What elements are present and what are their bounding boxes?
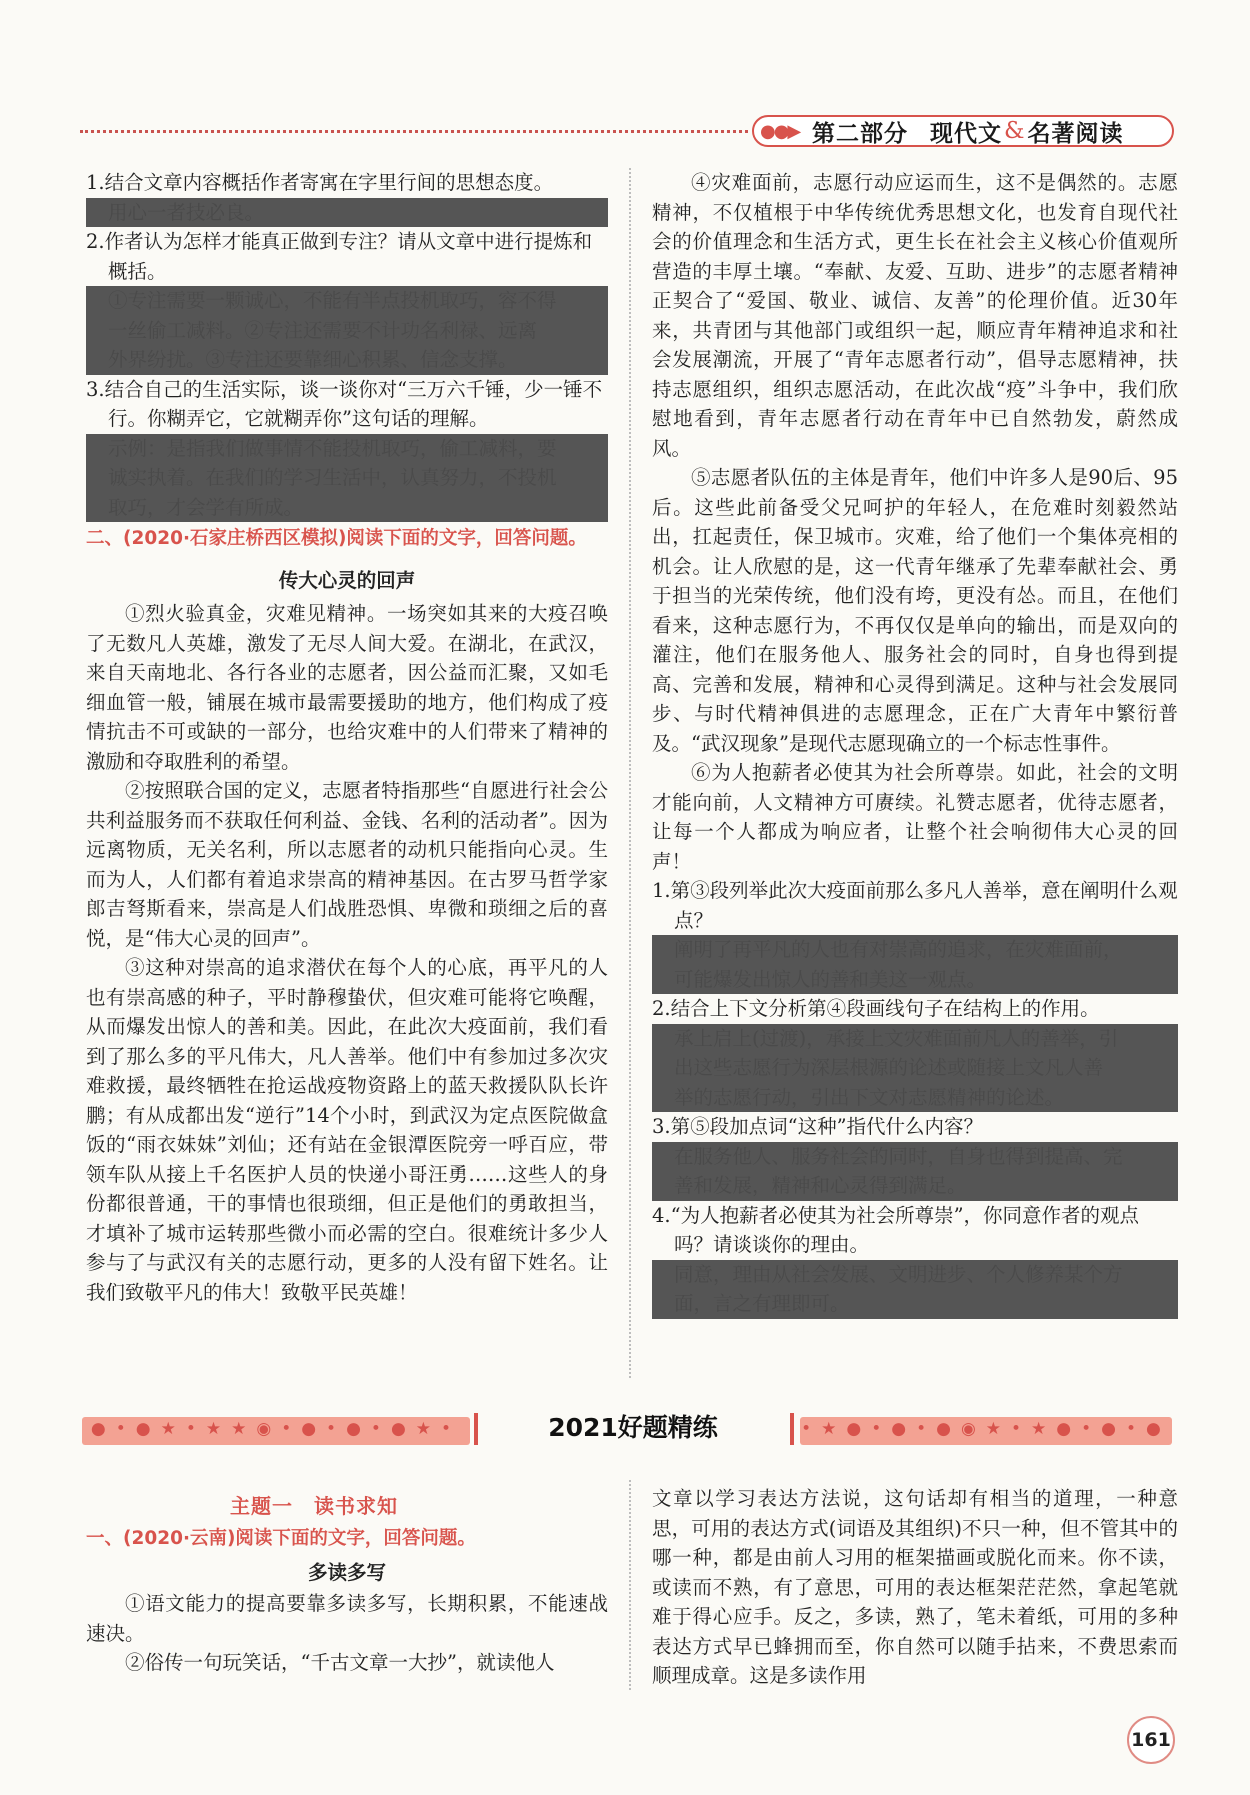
right-answer-1-line-2: 可能爆发出惊人的善和美这一观点。 [652, 965, 1178, 995]
paragraph-4: ④灾难面前，志愿行动应运而生，这不是偶然的。志愿精神，不仅植根于中华传统优秀思想文化，也发育自现代社会的价值理念和生活方式，更生长在社会主义核心价值观所营造的丰厚土壤。“奉献、友爱、互助、进步”的志愿者精神正契合了“爱国、敬业、诚信、友善”的伦理价值。近30年来，共青团与其他部门或组织一起，顺应青年精神追求和社会发展潮流，开展了“青年志愿者行动”，倡导志愿精神，扶持志愿组织，组织志愿活动，在此次战“疫”斗争中，我们欣慰地看到，青年志愿者行动在青年中已自然勃发，蔚然成风。 [652, 171, 1178, 460]
paragraph-2: ②按照联合国的定义，志愿者特指那些“自愿进行社会公共利益服务而不获取任何利益、金钱、名利的活动者”。因为远离物质，无关名利，所以志愿者的动机只能指向心灵。生而为人，人们都有着追求崇高的精神基因。在古罗马哲学家郎吉弩斯看来，崇高是人们战胜恐惧、卑微和琐细之后的喜悦，是“伟大心灵的回声”。 [86, 779, 608, 950]
question-3: 3.结合自己的生活实际，谈一谈你对“三万六千锤，少一锤不行。你糊弄它，它就糊弄你”这句话的理解。 [86, 377, 603, 430]
banner-left-decoration: ●•●★•★★◉•●•●•●★• [82, 1417, 470, 1445]
paragraph-6: ⑥为人抱薪者必使其为社会所尊崇。如此，社会的文明才能向前，人文精神方可赓续。礼赞志愿者，优待志愿者，让每一个人都成为响应者，让整个社会响彻伟大心灵的回声！ [652, 761, 1178, 873]
arrow-icon: ●●▶ [760, 121, 800, 142]
section-heading-2: 二、(2020·石家庄桥西区模拟)阅读下面的文字，回答问题。 [86, 528, 587, 549]
header-section-tag [752, 115, 1174, 147]
header-title-a: 现代文 [930, 120, 1002, 147]
column-divider-lower [629, 1480, 631, 1690]
banner-right-bar [790, 1413, 794, 1445]
right-question-2: 2.结合上下文分析第④段画线句子在结构上的作用。 [652, 997, 1100, 1020]
left-column [86, 168, 608, 1307]
paragraph-1: ①烈火验真金，灾难见精神。一场突如其来的大疫召唤了无数凡人英雄，激发了无尽人间大爱。在湖北，在武汉，来自天南地北、各行各业的志愿者，因公益而汇聚，又如毛细血管一般，铺展在城市最需要援助的地方，他们构成了疫情抗击不可或缺的一部分，也给灾难中的人们带来了精神的激励和夺取胜利的希望。 [86, 602, 608, 773]
lower-left-column [86, 1522, 608, 1678]
lower-right-column [652, 1484, 1178, 1691]
answer-2-line-1: ①专注需要一颗诚心，不能有半点投机取巧，容不得 [86, 286, 608, 316]
right-answer-2-line-3: 举的志愿行动，引出下文对志愿精神的论述。 [652, 1083, 1178, 1113]
lower-paragraph-1: ①语文能力的提高要靠多读多写，长期积累，不能速战速决。 [86, 1592, 608, 1645]
question-2: 2.作者认为怎样才能真正做到专注？请从文章中进行提炼和概括。 [86, 230, 593, 283]
column-divider [629, 168, 631, 1378]
header-amp: & [1004, 118, 1026, 144]
passage-title: 传大心灵的回声 [278, 568, 416, 592]
answer-1: 用心一者技必良。 [86, 198, 608, 228]
banner-right-decoration: •★●•●•●◉★•★●•●•● [800, 1417, 1172, 1445]
right-answer-4-line-1: 同意，理由从社会发展、文明进步、个人修养某个方 [652, 1260, 1178, 1290]
answer-2-line-2: 一丝偷工减料。②专注还需要不计功名利禄、远离 [86, 316, 608, 346]
passage-title-2: 多读多写 [307, 1560, 386, 1584]
answer-3-line-2: 诚实执着。在我们的学习生活中，认真努力，不投机 [86, 463, 608, 493]
paragraph-3: ③这种对崇高的追求潜伏在每个人的心底，再平凡的人也有崇高感的种子，平时静穆蛰伏，但灾难可能将它唤醒，从而爆发出惊人的善和美。因此，在此次大疫面前，我们看到了那么多的平凡伟大，凡人善举。他们中有参加过多次灾难救援，最终牺牲在抢运战疫物资路上的蓝天救援队队长许鹏；有从成都出发“逆行”14个小时，到武汉为定点医院做盒饭的“雨衣妹妹”刘仙；还有站在金银潭医院旁一呼百应，带领车队从接上千名医护人员的快递小哥汪勇……这些人的身份都很普通，干的事情也很琐细，但正是他们的勇敢担当，才填补了城市运转那些微小而必需的空白。很难统计多少人参与了与武汉有关的志愿行动，更多的人没有留下姓名。让我们致敬平凡的伟大！致敬平民英雄！ [86, 956, 608, 1304]
right-column [652, 168, 1178, 1319]
lower-right-text: 文章以学习表达方法说，这句话却有相当的道理，一种意思，可用的表达方式(词语及其组织)不只一种，但不管其中的哪一种，都是由前人习用的框架描画或脱化而来。你不读，或读而不熟，有了意思，可用的表达框架茫茫然，拿起笔就难于得心应手。反之，多读，熟了，笔未着纸，可用的多种表达方式早已蜂拥而至，你自然可以随手拈来，不费思索而顺理成章。这是多读作用 [652, 1487, 1178, 1687]
header-dotted-line [80, 130, 748, 133]
right-answer-3-line-2: 善和发展，精神和心灵得到满足。 [652, 1171, 1178, 1201]
right-question-4: 4.“为人抱薪者必使其为社会所尊崇”，你同意作者的观点吗？请谈谈你的理由。 [652, 1203, 1140, 1256]
lower-paragraph-2: ②俗传一句玩笑话，“千古文章一大抄”，就读他人 [125, 1651, 555, 1674]
right-question-3: 3.第⑤段加点词“这种”指代什么内容？ [652, 1115, 984, 1138]
topic-heading: 主题一 读书求知 [230, 1494, 398, 1518]
paragraph-5: ⑤志愿者队伍的主体是青年，他们中许多人是90后、95后。这些此前备受父兄呵护的年轻人，在危难时刻毅然站出，扛起责任，保卫城市。灾难，给了他们一个集体亮相的机会。让人欣慰的是，这一代青年继承了先辈奉献社会、勇于担当的光荣传统，他们没有垮，更没有怂。而且，在他们看来，这种志愿行为，不再仅仅是单向的输出，而是双向的灌注，他们在服务他人、服务社会的同时，自身也得到提高、完善和发展，精神和心灵得到满足。这种与社会发展同步、与时代精神俱进的志愿理念，正在广大青年中繁衍普及。“武汉现象”是现代志愿现确立的一个标志性事件。 [652, 466, 1178, 755]
right-answer-1-line-1: 阐明了再平凡的人也有对崇高的追求，在灾难面前， [652, 935, 1178, 965]
header-part: 第二部分 [812, 120, 908, 147]
banner-title: 2021好题精练 [548, 1413, 718, 1442]
right-answer-2-line-2: 出这些志愿行为深层根源的论述或随接上文凡人善 [652, 1053, 1178, 1083]
right-answer-3-line-1: 在服务他人、服务社会的同时，自身也得到提高、完 [652, 1142, 1178, 1172]
right-answer-2-line-1: 承上启上(过渡)，承接上文灾难面前凡人的善举，引 [652, 1024, 1178, 1054]
answer-3-line-3: 取巧，才会学有所成。 [86, 493, 608, 523]
answer-2-line-3: 外界纷扰。③专注还要靠细心积累、信念支撑。 [86, 345, 608, 375]
page-number: 161 [1127, 1716, 1175, 1764]
right-answer-4-line-2: 面，言之有理即可。 [652, 1289, 1178, 1319]
right-question-1: 1.第③段列举此次大疫面前那么多凡人善举，意在阐明什么观点？ [652, 879, 1178, 932]
answer-3-line-1: 示例：是指我们做事情不能投机取巧，偷工减料，要 [86, 434, 608, 464]
header-title-b: 名著阅读 [1027, 120, 1124, 147]
section-heading-1: 一、(2020·云南)阅读下面的文字，回答问题。 [86, 1528, 476, 1549]
question-1: 1.结合文章内容概括作者寄寓在字里行间的思想态度。 [86, 171, 554, 194]
